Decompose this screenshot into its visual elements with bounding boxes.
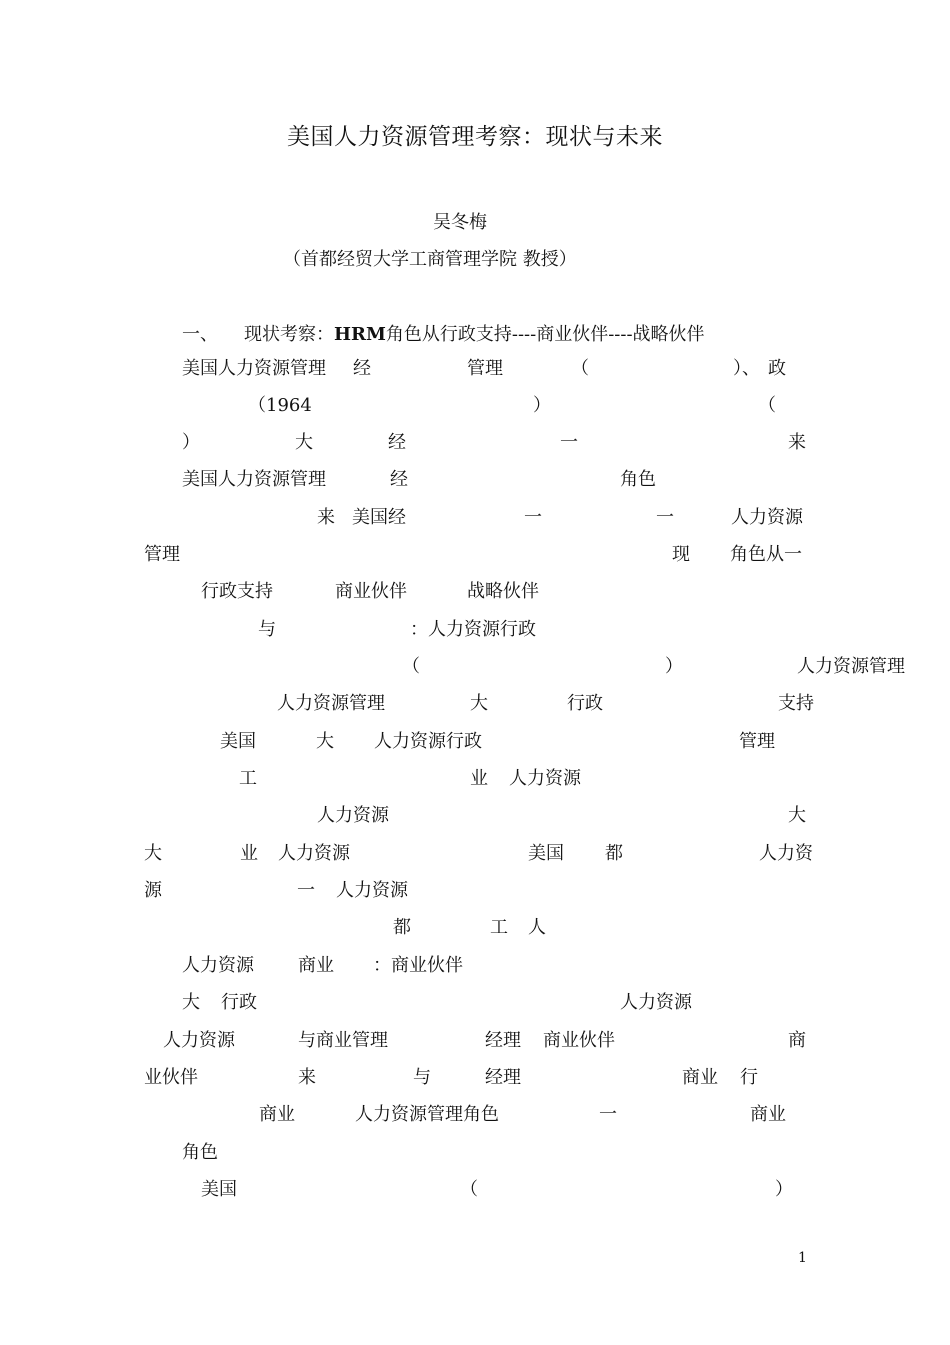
- text-fragment: （1964: [248, 395, 312, 416]
- text-fragment: ：商业伙伴: [373, 955, 463, 976]
- text-fragment: 行政: [221, 992, 257, 1013]
- text-fragment: 人: [528, 917, 546, 938]
- text-fragment: 商业伙伴: [543, 1030, 615, 1051]
- text-fragment: 一: [297, 880, 315, 901]
- text-fragment: 战略伙伴: [467, 581, 539, 602]
- text-fragment: 政: [768, 358, 786, 379]
- text-fragment: ）: [665, 656, 683, 677]
- text-fragment: 人力资源管理角色: [355, 1104, 499, 1125]
- text-fragment: 美国经: [352, 507, 406, 528]
- text-fragment: 人力资源: [317, 805, 389, 826]
- text-fragment: ）: [775, 1179, 793, 1200]
- text-fragment: ）: [533, 395, 551, 416]
- text-fragment: 角色: [182, 1142, 218, 1163]
- text-fragment: （: [460, 1179, 478, 1200]
- text-fragment: 人力资源: [163, 1030, 235, 1051]
- author-affiliation: （首都经贸大学工商管理学院 教授）: [283, 249, 577, 270]
- text-fragment: 角色从一: [730, 544, 802, 565]
- section-heading-prefix: 现状考察：: [244, 324, 334, 345]
- text-fragment: 管理: [144, 544, 180, 565]
- text-fragment: （: [402, 656, 420, 677]
- text-fragment: 美国: [201, 1179, 237, 1200]
- text-fragment: 商业: [750, 1104, 786, 1125]
- text-fragment: （: [571, 358, 589, 379]
- author-name: 吴冬梅: [433, 212, 487, 233]
- text-fragment: 人力资源: [336, 880, 408, 901]
- text-fragment: 管理: [467, 358, 503, 379]
- text-fragment: 管理: [739, 731, 775, 752]
- text-fragment: 工: [490, 917, 508, 938]
- text-fragment: 业: [470, 768, 488, 789]
- text-fragment: 美国: [528, 843, 564, 864]
- text-fragment: 与: [413, 1067, 431, 1088]
- text-fragment: 人力资源: [731, 507, 803, 528]
- text-fragment: 现: [672, 544, 690, 565]
- text-fragment: 支持: [778, 693, 814, 714]
- text-fragment: 大: [316, 731, 334, 752]
- text-fragment: 与: [258, 619, 276, 640]
- text-fragment: 一: [599, 1104, 617, 1125]
- text-fragment: 大: [144, 843, 162, 864]
- text-fragment: 工: [239, 768, 257, 789]
- text-fragment: 业: [240, 843, 258, 864]
- text-fragment: 都: [393, 917, 411, 938]
- text-fragment: 经: [353, 358, 371, 379]
- text-fragment: 人力资源管理: [277, 693, 385, 714]
- text-fragment: 商业: [682, 1067, 718, 1088]
- text-fragment: 来: [298, 1067, 316, 1088]
- text-fragment: 经理: [485, 1030, 521, 1051]
- text-fragment: 角色: [620, 469, 656, 490]
- text-fragment: 行政支持: [201, 581, 273, 602]
- text-fragment: 人力资源: [278, 843, 350, 864]
- text-fragment: 人力资源管理: [797, 656, 905, 677]
- text-fragment: 人力资源: [182, 955, 254, 976]
- text-fragment: （: [758, 395, 776, 416]
- text-fragment: 大: [295, 432, 313, 453]
- text-fragment: 一: [560, 432, 578, 453]
- text-fragment: 商: [788, 1030, 806, 1051]
- text-fragment: 人力资源行政: [374, 731, 482, 752]
- text-fragment: 美国: [220, 731, 256, 752]
- text-fragment: 来: [317, 507, 335, 528]
- text-fragment: 经: [388, 432, 406, 453]
- text-fragment: 大: [470, 693, 488, 714]
- text-fragment: 大: [182, 992, 200, 1013]
- text-fragment: 源: [144, 880, 162, 901]
- text-fragment: 商业: [259, 1104, 295, 1125]
- text-fragment: 商业: [298, 955, 334, 976]
- document-title: 美国人力资源管理考察：现状与未来: [287, 124, 663, 150]
- text-fragment: 行: [740, 1067, 758, 1088]
- text-fragment: 人力资源: [509, 768, 581, 789]
- text-fragment: 人力资源: [620, 992, 692, 1013]
- section-heading: [182, 320, 705, 346]
- text-fragment: 都: [605, 843, 623, 864]
- text-fragment: 来: [788, 432, 806, 453]
- text-fragment: 人力资: [759, 843, 813, 864]
- text-fragment: ：人力资源行政: [410, 619, 536, 640]
- text-fragment: 经理: [485, 1067, 521, 1088]
- text-fragment: 行政: [567, 693, 603, 714]
- section-heading-suffix: 角色从行政支持----商业伙伴----战略伙伴: [385, 324, 705, 345]
- page-number: 1: [798, 1250, 807, 1266]
- text-fragment: ）: [182, 432, 200, 453]
- text-fragment: ）、: [733, 358, 760, 379]
- text-fragment: 业伙伴: [144, 1067, 198, 1088]
- text-fragment: 美国人力资源管理: [182, 358, 326, 379]
- section-number: 一、: [182, 324, 218, 345]
- section-heading-bold: HRM: [334, 324, 386, 345]
- text-fragment: 经: [390, 469, 408, 490]
- text-fragment: 一: [524, 507, 542, 528]
- text-fragment: 商业伙伴: [335, 581, 407, 602]
- text-fragment: 大: [788, 805, 806, 826]
- text-fragment: 美国人力资源管理: [182, 469, 326, 490]
- text-fragment: 一: [656, 507, 674, 528]
- text-fragment: 与商业管理: [298, 1030, 388, 1051]
